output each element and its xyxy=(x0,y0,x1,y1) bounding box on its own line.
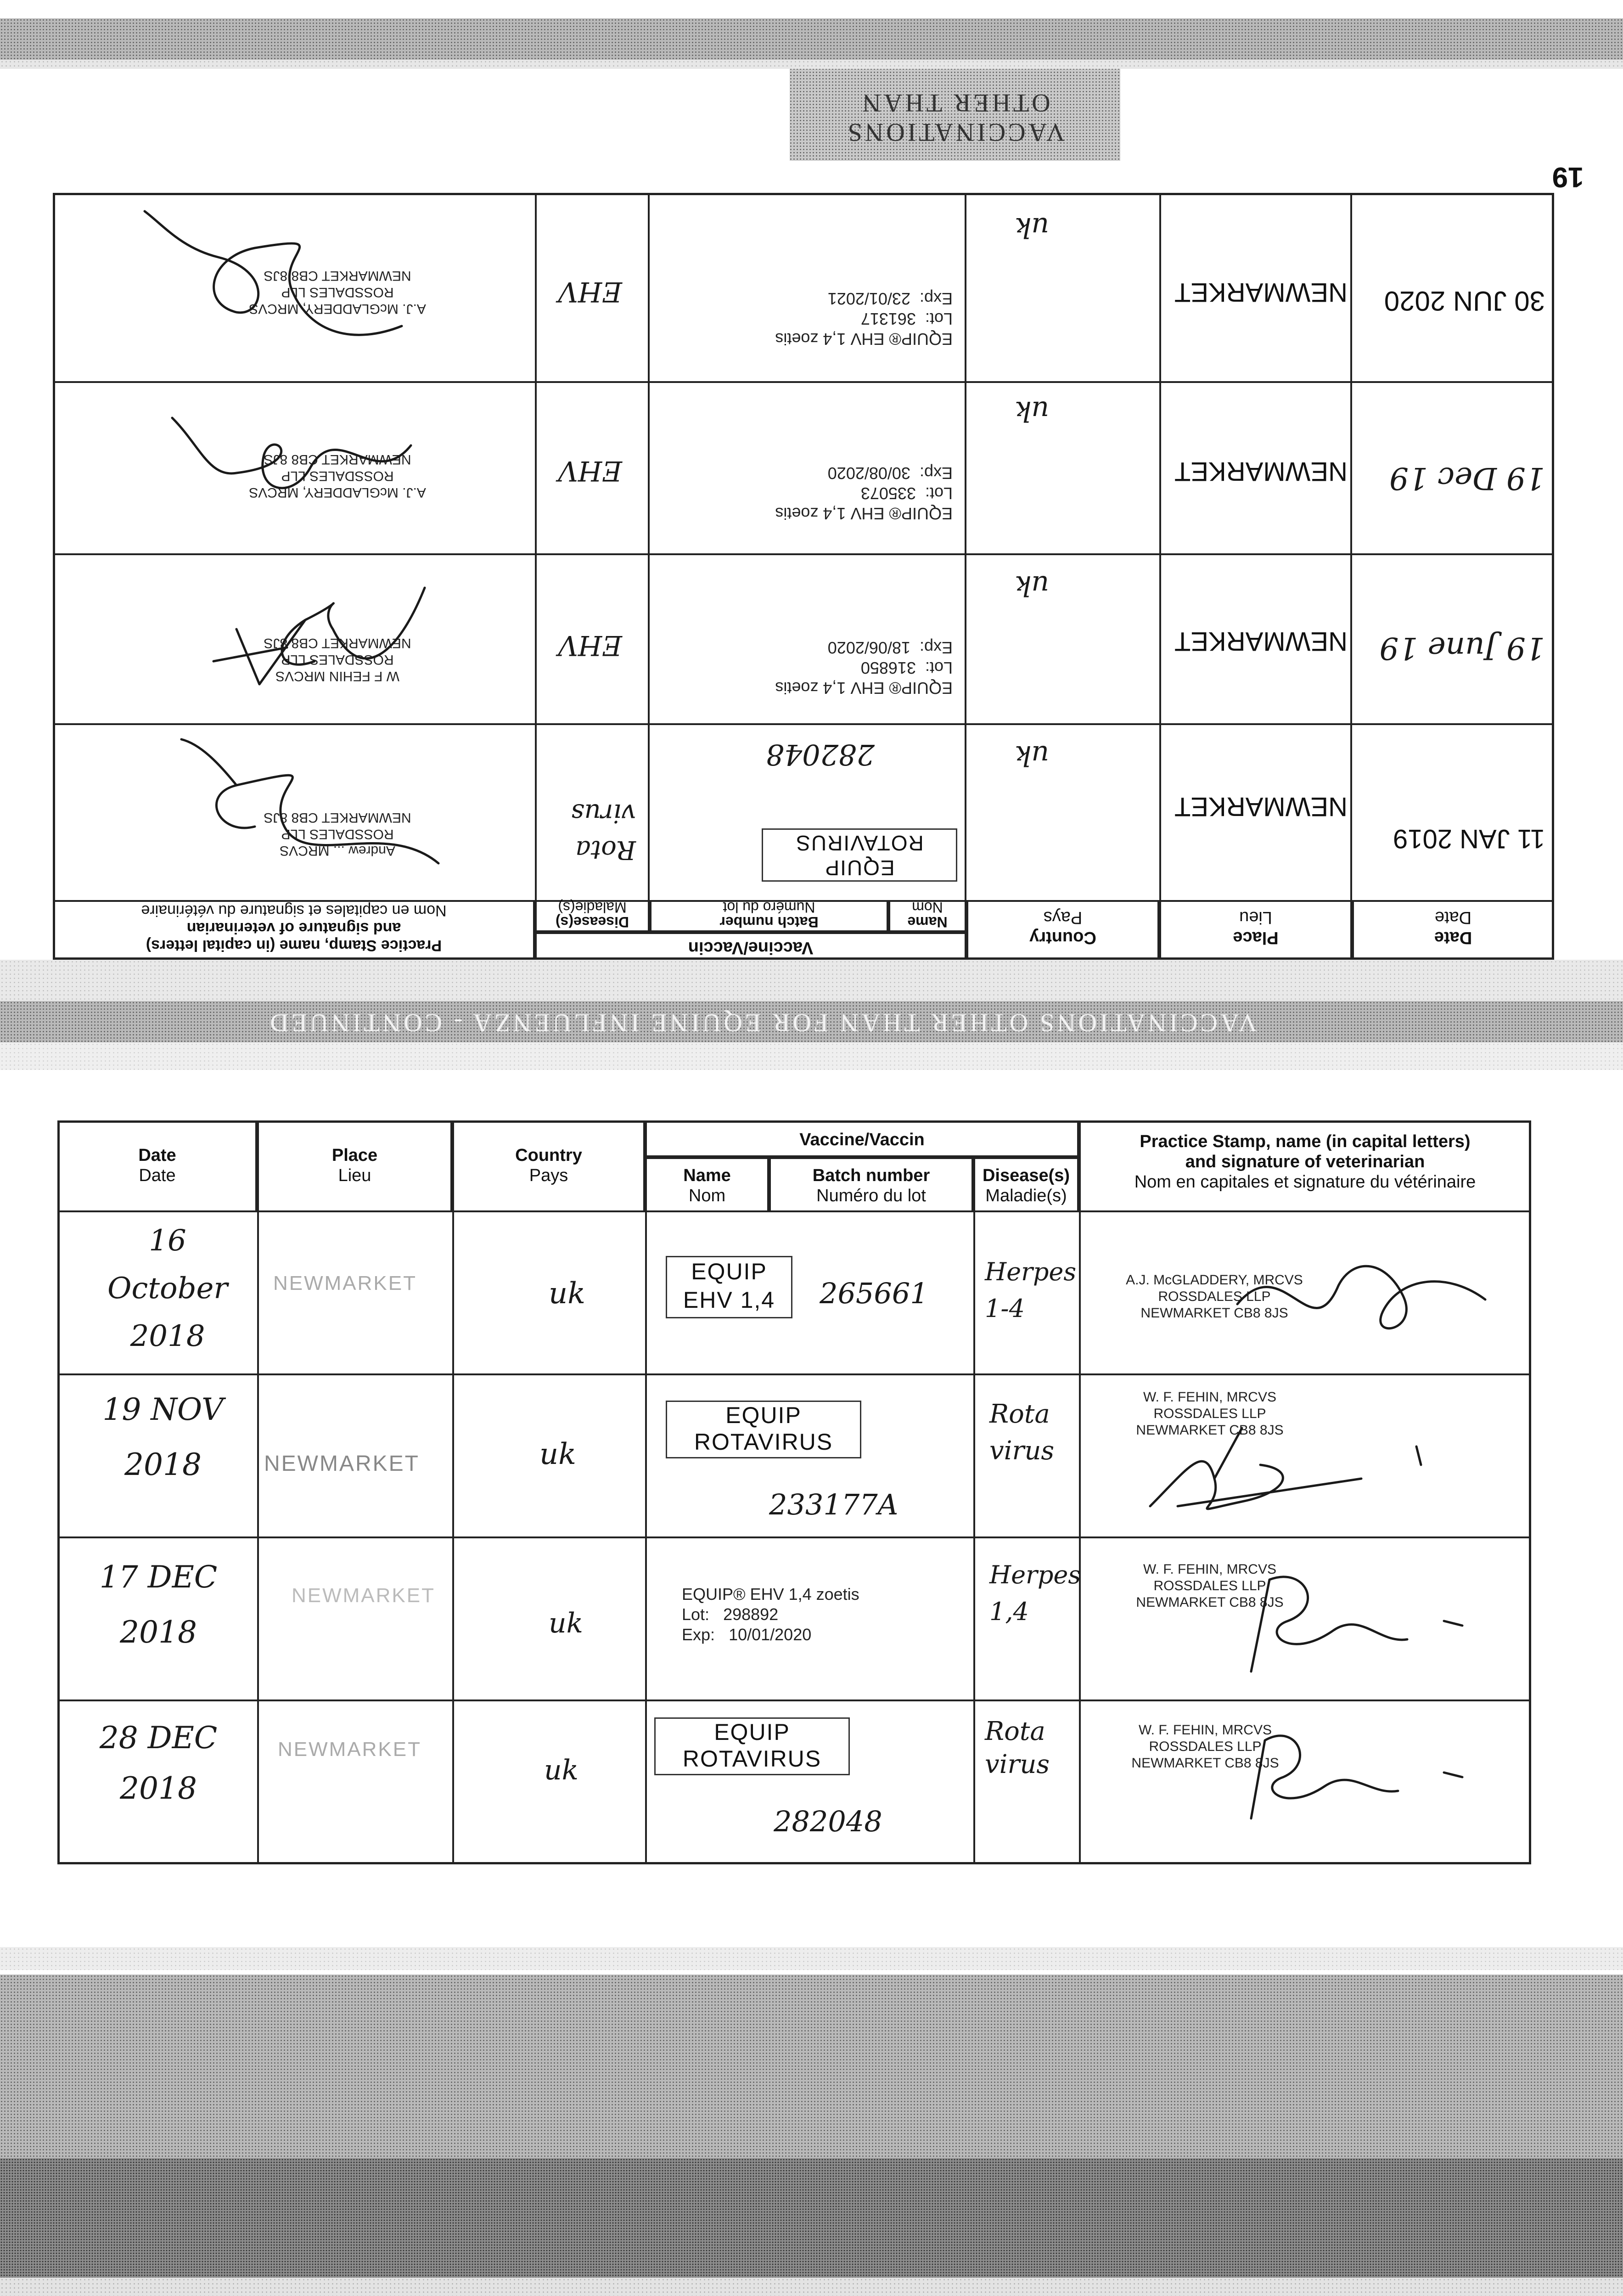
lower-row-4-vaccine-stamp xyxy=(654,1717,850,1775)
upper-row-2-date: 19 Dec 19 xyxy=(1389,461,1545,496)
upside-down-heading-line2: OTHER THAN xyxy=(859,89,1050,117)
upper-row-1-vet-address: NEWMARKET CB8 8JS xyxy=(264,268,411,283)
lower-header-disease xyxy=(973,1157,1079,1212)
lower-row-2-signature xyxy=(1123,1414,1444,1534)
lower-row-2-vet-practice: ROSSDALES LLP xyxy=(1153,1406,1266,1421)
lower-row-3-date-daymonth: 17 DEC xyxy=(99,1559,218,1595)
lower-header-place-en: Place xyxy=(331,1146,378,1165)
lower-row-3-date-year: 2018 xyxy=(120,1615,197,1650)
lower-row-2-vaccine-name-2: ROTAVIRUS xyxy=(694,1429,833,1455)
lower-row-2-disease xyxy=(989,1396,1077,1469)
lower-row-1-disease-1: Herpes xyxy=(985,1257,1077,1286)
lower-col-line-5 xyxy=(1079,1212,1081,1864)
lower-row-1-vet-name: A.J. McGLADDERY, MRCVS xyxy=(1126,1272,1303,1288)
lower-row-2-vet-name: W. F. FEHIN, MRCVS xyxy=(1143,1390,1276,1405)
lower-header-country xyxy=(452,1120,645,1212)
upper-row-1-country: uk xyxy=(1015,211,1049,243)
lower-row-4-vet-name: W. F. FEHIN, MRCVS xyxy=(1138,1722,1272,1738)
lower-header-place xyxy=(257,1120,452,1212)
lower-header-place-fr: Lieu xyxy=(338,1166,371,1185)
upper-row-1-exp-label: Exp: xyxy=(919,289,953,308)
lower-row-4-signature xyxy=(1159,1708,1481,1837)
upper-header-country xyxy=(966,900,1159,960)
lower-row-1-vaccine-name-2: EHV 1,4 xyxy=(683,1287,775,1313)
upper-row-4-date: 11 JAN 2019 xyxy=(1393,824,1545,854)
upper-header-disease-fr: Maladie(s) xyxy=(558,899,627,916)
upper-header-stamp-fr: Nom en capitales et signature du vétérinaire xyxy=(141,902,447,919)
bottom-scan-band-edge xyxy=(0,2278,1623,2296)
upper-header-stamp-en2: and signature of veterinarian xyxy=(186,919,401,937)
lower-row-2-country: uk xyxy=(539,1437,576,1471)
lower-row-2-disease-1: Rota xyxy=(989,1399,1050,1429)
lower-row-1-vet-practice: ROSSDALES LLP xyxy=(1158,1289,1271,1304)
lower-row-1-country: uk xyxy=(549,1277,585,1311)
upper-row-1-lot-label: Lot: xyxy=(925,310,953,328)
upper-row-3-lot-label: Lot: xyxy=(925,658,953,677)
lower-header-country-en: Country xyxy=(515,1146,582,1165)
upper-row-3-exp-label: Exp: xyxy=(919,638,953,657)
lower-row-4-vet-address: NEWMARKET CB8 8JS xyxy=(1131,1756,1279,1771)
middle-band-title: VACCINATIONS OTHER THAN FOR EQUINE INFLUENZA - CONTINUED xyxy=(267,1008,1257,1037)
lower-row-1-disease xyxy=(985,1254,1077,1327)
upper-row-1-vet-name: A.J. McGLADDERY, MRCVS xyxy=(249,301,426,316)
lower-row-1-batch: 265661 xyxy=(820,1277,928,1310)
lower-row-3-place: NEWMARKET xyxy=(292,1584,435,1607)
upper-header-batch-fr: Numéro du lot xyxy=(723,899,815,916)
lower-col-line-3 xyxy=(645,1212,647,1864)
upper-row-2-disease: EHV xyxy=(558,455,622,487)
lower-row-4-date xyxy=(67,1713,250,1814)
top-scan-band xyxy=(0,18,1623,60)
lower-header-name-en: Name xyxy=(683,1166,731,1185)
upper-row-4-disease: Rota virus xyxy=(571,798,636,865)
upper-header-country-fr: Pays xyxy=(1043,908,1083,927)
lower-col-line-4 xyxy=(973,1212,975,1864)
lower-row-3-date xyxy=(67,1550,250,1660)
upper-row-3-country: uk xyxy=(1015,569,1049,602)
lower-row-1-place: NEWMARKET xyxy=(273,1272,417,1294)
upside-down-heading-line1: VACCINATIONS xyxy=(845,118,1065,146)
upper-row-4-vet-practice: ROSSDALES LLP xyxy=(281,827,394,842)
upper-header-date-fr: Date xyxy=(1434,908,1472,927)
upper-header-batch-en: Batch number xyxy=(719,914,819,930)
lower-header-name xyxy=(645,1157,769,1212)
upper-header-stamp xyxy=(53,900,535,960)
lower-row-4-disease xyxy=(985,1715,1072,1781)
upper-row-1-lot: 361317 xyxy=(860,310,916,328)
lower-header-date-en: Date xyxy=(138,1146,176,1165)
lower-row-1-vaccine-name-1: EQUIP xyxy=(691,1259,767,1284)
middle-scan-band-fade-2 xyxy=(0,1042,1623,1070)
lower-header-stamp-en1: Practice Stamp, name (in capital letters) xyxy=(1140,1132,1471,1151)
upper-row-3-exp: 18/06/2020 xyxy=(827,638,910,657)
lower-row-3-disease-1: Herpes xyxy=(989,1560,1081,1589)
lower-row-4-date-year: 2018 xyxy=(120,1771,197,1806)
upper-header-disease xyxy=(535,900,650,932)
upper-header-disease-en: Disease(s) xyxy=(555,914,629,930)
lower-row-3-signature xyxy=(1168,1552,1490,1681)
lower-row-4-vaccine-name-1: EQUIP xyxy=(714,1719,790,1745)
upper-row-3-vet-name: W F FEHIN MRCVS xyxy=(275,669,399,684)
upper-row-2-exp: 30/08/2020 xyxy=(827,464,910,483)
upper-header-batch xyxy=(650,900,888,932)
lower-row-4-place: NEWMARKET xyxy=(278,1738,421,1761)
upper-row-3-vet-practice: ROSSDALES LLP xyxy=(281,652,394,667)
upper-table xyxy=(53,193,1554,960)
lower-row-1-vaccine-stamp xyxy=(666,1256,792,1318)
lower-row-3-vet-address: NEWMARKET CB8 8JS xyxy=(1136,1595,1284,1610)
lower-header-batch xyxy=(769,1157,973,1212)
upper-row-3-lot: 316850 xyxy=(860,658,916,677)
upper-row-3-disease: EHV xyxy=(558,629,622,661)
lower-header-stamp xyxy=(1079,1120,1531,1212)
upper-row-2-vaccine-name: EQUIP® EHV 1,4 zoetis xyxy=(775,504,953,523)
lower-header-disease-fr: Maladie(s) xyxy=(985,1186,1067,1205)
lower-row-4-vet-practice: ROSSDALES LLP xyxy=(1149,1739,1262,1754)
lower-col-line-2 xyxy=(452,1212,454,1864)
lower-row-3-disease xyxy=(989,1557,1081,1630)
upper-header-date-en: Date xyxy=(1434,928,1472,947)
upper-row-2-country: uk xyxy=(1015,395,1049,427)
lower-row-3-vet-practice: ROSSDALES LLP xyxy=(1153,1578,1266,1593)
upper-header-name xyxy=(888,900,966,932)
lower-row-3-vaccine-name: EQUIP® EHV 1,4 zoetis xyxy=(682,1585,859,1604)
lower-row-4-date-daymonth: 28 DEC xyxy=(99,1720,218,1756)
upper-header-place xyxy=(1159,900,1352,960)
upper-row-2-vaccine xyxy=(659,463,953,523)
upper-row-2-place: NEWMARKET xyxy=(1174,456,1348,486)
upper-row-2-signature xyxy=(154,390,429,537)
upper-header-name-fr: Nom xyxy=(912,899,943,916)
lower-header-stamp-en2: and signature of veterinarian xyxy=(1185,1152,1425,1171)
upper-row-1-vet-practice: ROSSDALES LLP xyxy=(281,285,394,300)
lower-row-1-date-year: 2018 xyxy=(130,1319,205,1353)
lower-row-3-exp: 10/01/2020 xyxy=(729,1625,812,1644)
upper-row-1-disease: EHV xyxy=(558,276,622,308)
page-number: 19 xyxy=(1552,161,1584,193)
lower-row-3-exp-label: Exp: xyxy=(682,1625,715,1644)
lower-row-1-date xyxy=(85,1217,250,1360)
lower-row-4-vaccine-name-2: ROTAVIRUS xyxy=(682,1746,822,1772)
bottom-scan-band-fade xyxy=(0,1947,1623,1970)
lower-row-3-lot-label: Lot: xyxy=(682,1605,710,1624)
upper-row-4-vaccine-stamp: EQUIP ROTAVIRUS xyxy=(762,828,957,882)
upper-row-1-date: 30 JUN 2020 xyxy=(1384,286,1545,316)
upper-row-3-place: NEWMARKET xyxy=(1174,626,1348,656)
lower-row-2-vet-address: NEWMARKET CB8 8JS xyxy=(1136,1423,1284,1438)
lower-header-stamp-fr: Nom en capitales et signature du vétérinaire xyxy=(1134,1172,1476,1192)
upper-row-2-vet-name: A.J. McGLADDERY, MRCVS xyxy=(249,485,426,500)
lower-row-2-place: NEWMARKET xyxy=(264,1452,420,1476)
upper-row-1-vaccine xyxy=(659,288,953,349)
lower-header-batch-fr: Numéro du lot xyxy=(816,1186,926,1205)
lower-row-4-disease-1: Rota xyxy=(985,1716,1045,1746)
upside-down-heading-box xyxy=(790,69,1120,161)
lower-header-vaccine xyxy=(645,1120,1079,1157)
lower-header-batch-en: Batch number xyxy=(812,1166,930,1185)
upper-row-2-exp-label: Exp: xyxy=(919,464,953,483)
lower-row-4-disease-2: virus xyxy=(985,1750,1050,1779)
lower-row-2-batch: 233177A xyxy=(769,1488,899,1521)
upper-row-3-date: 19 June 19 xyxy=(1379,630,1545,666)
upper-header-country-en: Country xyxy=(1029,928,1096,947)
upper-header-stamp-en1: Practice Stamp, name (in capital letters) xyxy=(146,937,442,954)
upper-row-1-place: NEWMARKET xyxy=(1174,277,1348,307)
lower-row-2-vaccine-name-1: EQUIP xyxy=(725,1402,802,1428)
lower-col-line-1 xyxy=(257,1212,259,1864)
lower-row-4-country: uk xyxy=(544,1754,578,1786)
lower-row-1-date-day: 16 xyxy=(149,1224,186,1258)
lower-header-disease-en: Disease(s) xyxy=(982,1166,1070,1185)
upper-header-place-fr: Lieu xyxy=(1239,908,1272,927)
upper-row-2-lot-label: Lot: xyxy=(925,484,953,503)
upper-row-1-vaccine-name: EQUIP® EHV 1,4 zoetis xyxy=(775,330,953,349)
top-scan-band-edge xyxy=(0,60,1623,69)
lower-row-4-batch: 282048 xyxy=(774,1805,882,1838)
bottom-scan-band-2 xyxy=(0,2158,1623,2278)
upper-row-4-batch: 282048 xyxy=(766,738,875,771)
bottom-scan-band-1 xyxy=(0,1975,1623,2158)
lower-header-vaccine-en: Vaccine/Vaccin xyxy=(799,1130,925,1149)
lower-header-country-fr: Pays xyxy=(529,1166,568,1185)
middle-scan-band-fade xyxy=(0,960,1623,1001)
lower-row-3-vaccine xyxy=(682,1584,957,1645)
upper-header-place-en: Place xyxy=(1233,928,1279,947)
upper-row-4-country: uk xyxy=(1015,739,1049,771)
upper-row-1-exp: 23/01/2021 xyxy=(827,289,910,308)
upper-row-4-vet-name: Andrew ... MRCVS xyxy=(280,843,395,858)
upper-header-date xyxy=(1352,900,1554,960)
lower-row-1-signature xyxy=(1191,1231,1513,1368)
upper-row-3-vet-address: NEWMARKET CB8 8JS xyxy=(264,636,411,651)
upper-row-4-place: NEWMARKET xyxy=(1174,792,1348,822)
upper-row-3-vaccine-name: EQUIP® EHV 1,4 zoetis xyxy=(775,679,953,698)
lower-header-name-fr: Nom xyxy=(688,1186,726,1205)
upper-row-1-signature xyxy=(108,207,429,363)
lower-row-1-vet-address: NEWMARKET CB8 8JS xyxy=(1140,1306,1288,1321)
upper-header-vaccine-en: Vaccine/Vaccin xyxy=(688,938,814,957)
lower-header-date-fr: Date xyxy=(139,1166,176,1185)
upper-row-3-vaccine xyxy=(659,637,953,698)
lower-row-1-disease-2: 1-4 xyxy=(985,1294,1025,1323)
upper-row-2-vet-address: NEWMARKET CB8 8JS xyxy=(264,452,411,467)
lower-table xyxy=(57,1120,1531,1864)
lower-row-1-date-month: October xyxy=(107,1272,228,1306)
upper-header-name-en: Name xyxy=(907,914,948,930)
upper-row-2-vet-practice: ROSSDALES LLP xyxy=(281,468,394,484)
upper-row-4-vet-address: NEWMARKET CB8 8JS xyxy=(264,810,411,825)
upper-row-4-signature xyxy=(154,735,475,891)
lower-row-3-disease-2: 1,4 xyxy=(989,1597,1029,1626)
upper-row-3-signature xyxy=(177,565,452,712)
lower-row-3-vet-name: W. F. FEHIN, MRCVS xyxy=(1143,1562,1276,1577)
lower-row-2-date xyxy=(76,1382,250,1492)
lower-row-3-country: uk xyxy=(549,1607,583,1639)
upper-header-vaccine xyxy=(535,932,966,960)
lower-row-2-date-year: 2018 xyxy=(124,1447,202,1482)
lower-row-2-vaccine-stamp xyxy=(666,1401,861,1458)
lower-header-date xyxy=(57,1120,257,1212)
lower-row-3-lot: 298892 xyxy=(723,1605,779,1624)
lower-row-2-date-daymonth: 19 NOV xyxy=(102,1392,224,1427)
upper-row-2-lot: 335073 xyxy=(860,484,916,503)
lower-row-2-disease-2: virus xyxy=(989,1436,1055,1466)
